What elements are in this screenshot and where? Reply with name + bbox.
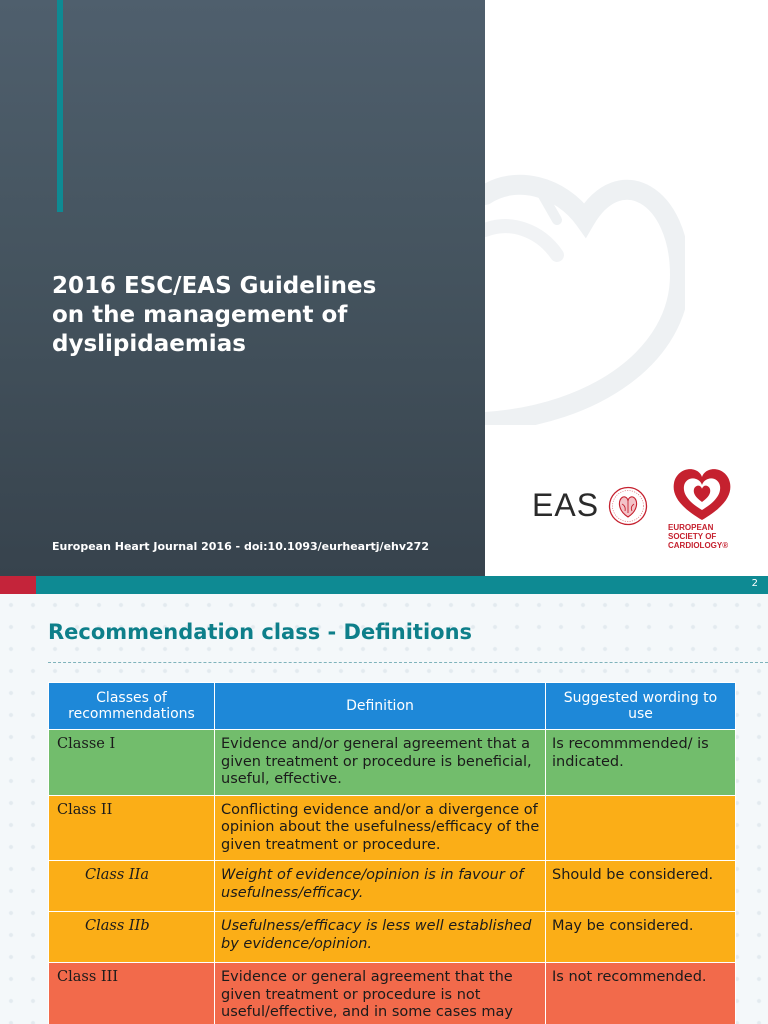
- class-cell: Classe I: [49, 730, 215, 796]
- esc-logo-text: [668, 523, 748, 550]
- wording-cell: [546, 795, 736, 861]
- esc-logo-line: SOCIETY OF: [668, 532, 717, 541]
- header-definition: Definition: [215, 683, 546, 730]
- wording-cell: Is not recommended.: [546, 963, 736, 1024]
- page-number: 2: [751, 578, 758, 589]
- definition-cell: Evidence and/or general agreement that a given treatment or procedure is beneficial, useful, effective.: [215, 730, 546, 796]
- class-cell: Class IIb: [49, 912, 215, 963]
- header-classes: Classes of recommendations: [49, 683, 215, 730]
- wording-cell: Should be considered.: [546, 861, 736, 912]
- definition-cell: Evidence or general agreement that the given treatment or procedure is not useful/effective, and in some cases may: [215, 963, 546, 1024]
- table-header-row: [49, 683, 736, 730]
- heading-rule: [48, 662, 768, 663]
- recommendation-table: [48, 682, 736, 1024]
- table-row: [49, 730, 736, 796]
- slide-heading: Recommendation class - Definitions: [48, 620, 473, 644]
- table-row: [49, 861, 736, 912]
- heart-watermark-icon: [485, 140, 685, 425]
- eas-logo-text: EAS: [532, 487, 600, 523]
- table-row: [49, 963, 736, 1024]
- slide-title-line: dyslipidaemias: [52, 331, 246, 357]
- slide-title: [52, 272, 462, 359]
- esc-logo: [668, 466, 748, 556]
- class-cell: Class III: [49, 963, 215, 1024]
- esc-logo-line: CARDIOLOGY®: [668, 541, 729, 550]
- definition-cell: Conflicting evidence and/or a divergence of opinion about the usefulness/efficacy of the given treatment or procedure.: [215, 795, 546, 861]
- table-row: [49, 795, 736, 861]
- esc-logo-line: EUROPEAN: [668, 523, 714, 532]
- esc-heart-icon: [671, 466, 733, 522]
- slide-title-line: on the management of: [52, 302, 348, 328]
- definitions-slide: [0, 594, 768, 1024]
- definition-cell: Usefulness/efficacy is less well established by evidence/opinion.: [215, 912, 546, 963]
- header-wording: Suggested wording to use: [546, 683, 736, 730]
- definition-cell: Weight of evidence/opinion is in favour of usefulness/efficacy.: [215, 861, 546, 912]
- journal-citation: European Heart Journal 2016 - doi:10.1093/eurheartj/ehv272: [52, 540, 429, 553]
- table-row: [49, 912, 736, 963]
- class-cell: Class II: [49, 795, 215, 861]
- class-cell: Class IIa: [49, 861, 215, 912]
- accent-bar: [57, 0, 63, 212]
- divider-red-block: [0, 576, 36, 594]
- eas-emblem-icon: [608, 486, 648, 526]
- slide-title-line: 2016 ESC/EAS Guidelines: [52, 273, 377, 299]
- wording-cell: May be considered.: [546, 912, 736, 963]
- eas-logo: [532, 486, 657, 528]
- slide-divider: [0, 576, 768, 594]
- title-panel: [0, 0, 485, 576]
- wording-cell: Is recommmended/ is indicated.: [546, 730, 736, 796]
